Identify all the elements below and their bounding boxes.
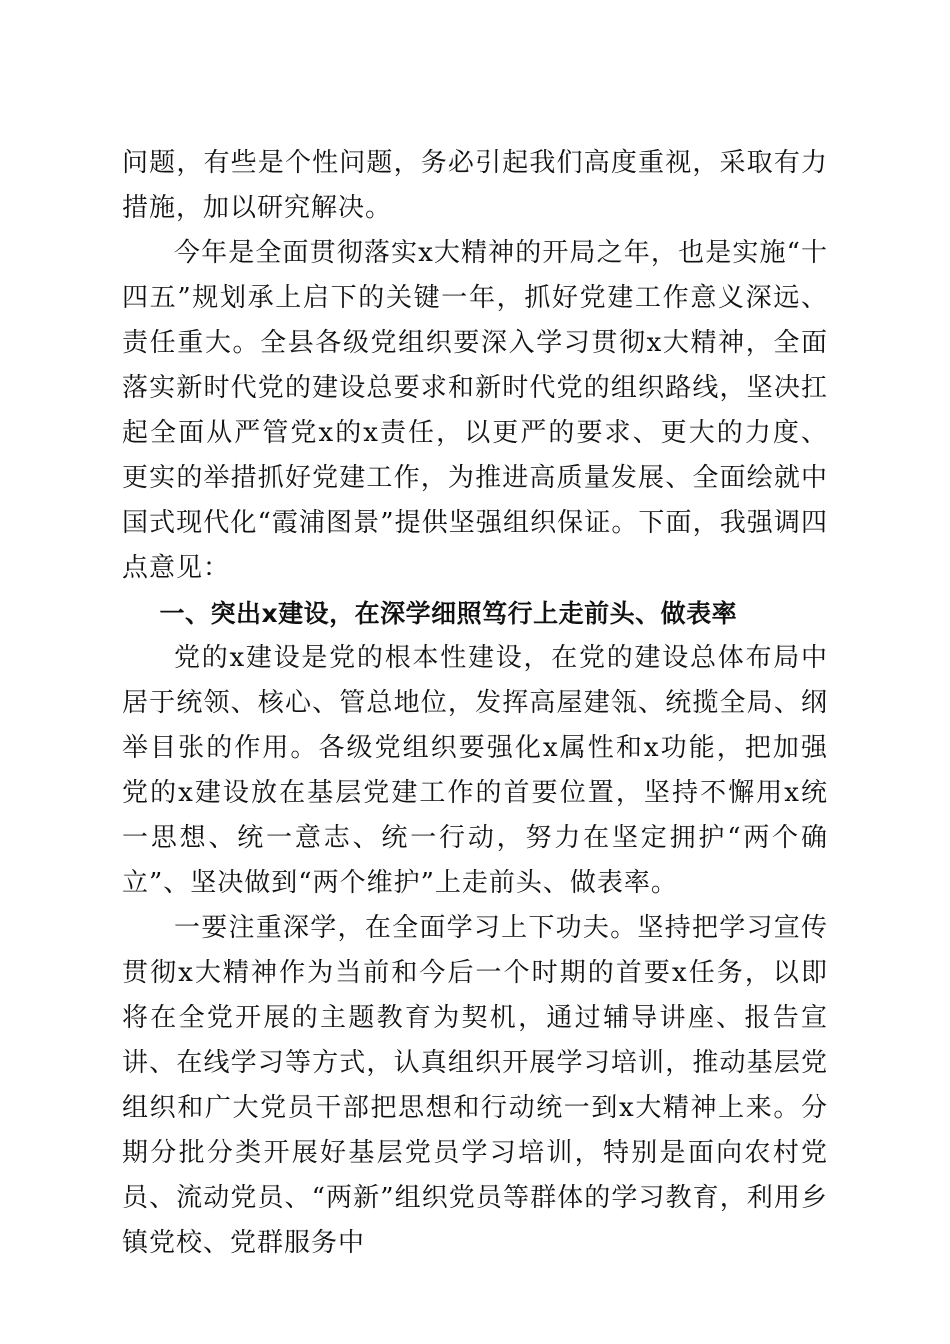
paragraph-deep-study: 一要注重深学，在全面学习上下功夫。坚持把学习宣传贯彻x大精神作为当前和今后一个时期的首要x任务，以即将在全党开展的主题教育为契机，通过辅导讲座、报告宣讲、在线学习等方式，认真组织开展学习培训，推动基层党组织和广大党员干部把思想和行动统一到x大精神上来。分期分批分类开展好基层党员学习培训，特别是面向农村党员、流动党员、“两新”组织党员等群体的学习教育，利用乡镇党校、党群服务中 bbox=[122, 913, 828, 1258]
paragraph-continuation: 问题，有些是个性问题，务必引起我们高度重视，采取有力措施，加以研究解决。 bbox=[122, 148, 828, 223]
section-heading-one: 一、突出x建设，在深学细照笃行上走前头、做表率 bbox=[159, 599, 738, 628]
document-body bbox=[122, 141, 828, 1266]
paragraph-section-intro: 党的x建设是党的根本性建设，在党的建设总体布局中居于统领、核心、管总地位，发挥高屋建瓴、统揽全局、纲举目张的作用。各级党组织要强化x属性和x功能，把加强党的x建设放在基层党建工作的首要位置，坚持不懈用x统一思想、统一意志、统一行动，努力在坚定拥护“两个确立”、坚决做到“两个维护”上走前头、做表率。 bbox=[122, 643, 828, 898]
paragraph-opening-remarks: 今年是全面贯彻落实x大精神的开局之年，也是实施“十四五”规划承上启下的关键一年，抓好党建工作意义深远、责任重大。全县各级党组织要深入学习贯彻x大精神，全面落实新时代党的建设总要求和新时代党的组织路线，坚决扛起全面从严管党x的x责任，以更严的要求、更大的力度、更实的举措抓好党建工作，为推进高质量发展、全面绘就中国式现代化“霞浦图景”提供坚强组织保证。下面，我强调四点意见： bbox=[122, 238, 828, 583]
